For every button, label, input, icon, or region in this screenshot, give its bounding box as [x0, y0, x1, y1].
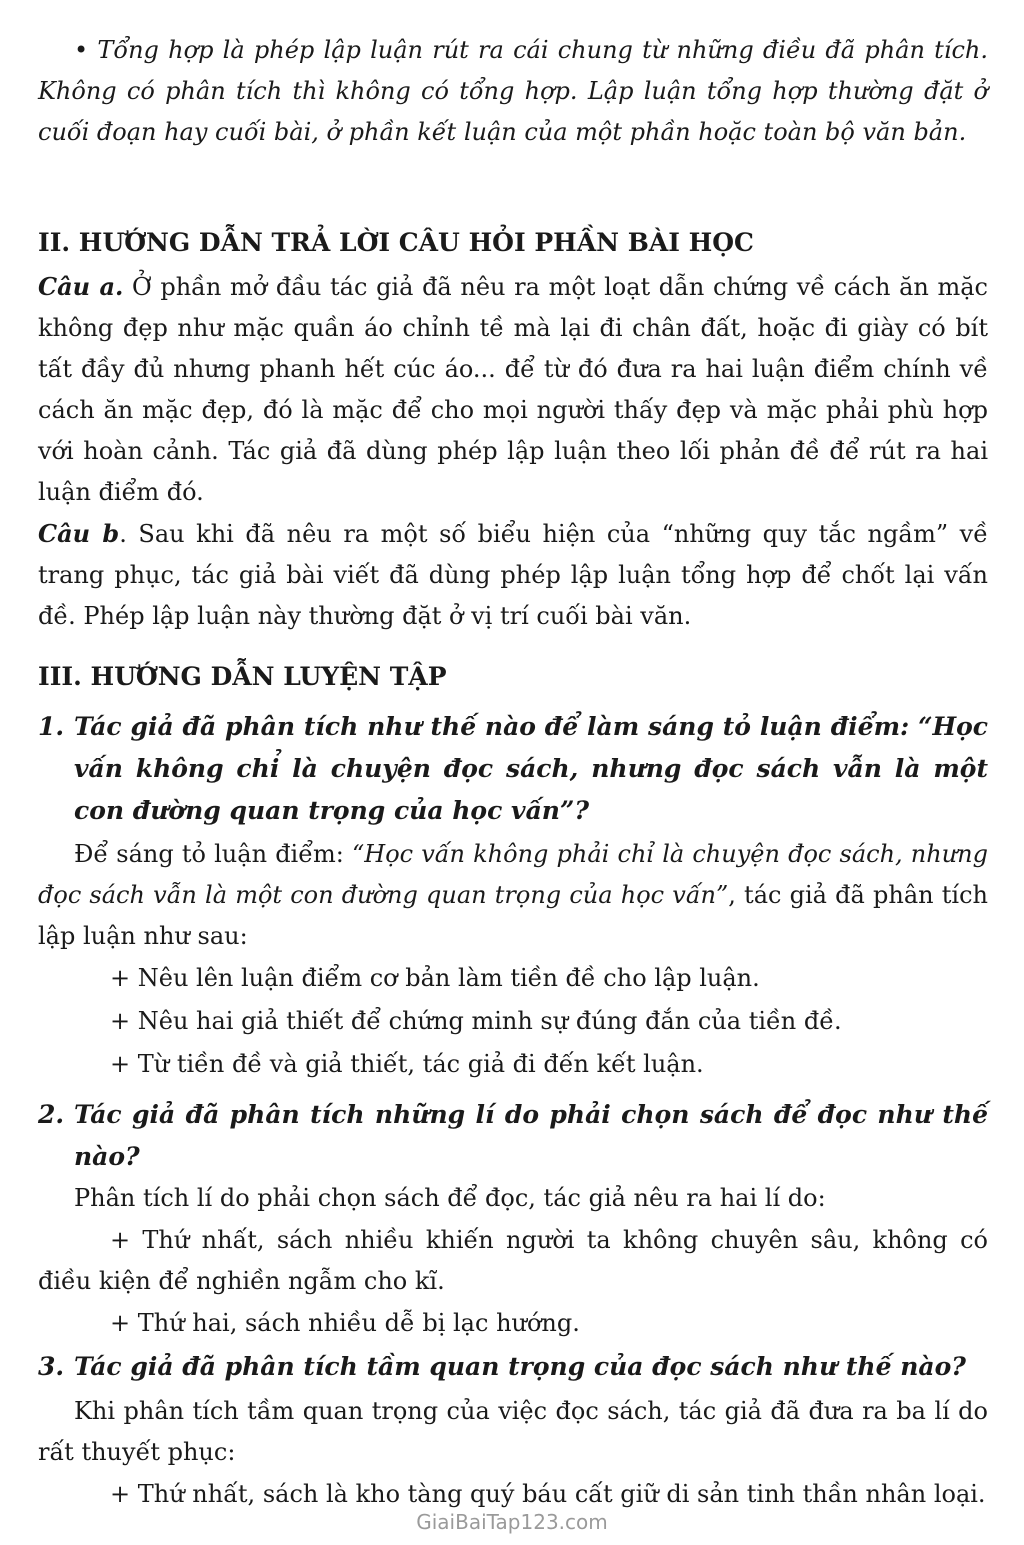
q1-answer-quote: “Học vấn không phải chỉ là chuyện đọc sách, nhưng đọc sách vẫn là một con đường quan trọng của học vấn”: [38, 840, 988, 909]
question-2-text: Tác giả đã phân tích những lí do phải chọn sách để đọc như thế nào?: [74, 1100, 988, 1171]
q1-answer-start: Để sáng tỏ luận điểm:: [74, 840, 352, 868]
answer-a-paragraph: [38, 266, 988, 513]
intro-paragraph: [38, 30, 988, 153]
intro-text: Tổng hợp là phép lập luận rút ra cái chung từ những điều đã phân tích. Không có phân tích thì không có tổng hợp. Lập luận tổng hợp thường đặt ở cuối đoạn hay cuối bài, ở phần kết luận của một phần hoặc toàn bộ văn bản.: [38, 36, 988, 146]
answer-b-paragraph: [38, 513, 988, 637]
q2-point-1: + Thứ nhất, sách nhiều khiến người ta không chuyên sâu, không có điều kiện để nghiền ngẫm cho kĩ.: [38, 1226, 988, 1295]
question-1-number: 1.: [38, 712, 65, 741]
q1-point-3: + Từ tiền đề và giả thiết, tác giả đi đến kết luận.: [110, 1050, 704, 1078]
answer-b-text: . Sau khi đã nêu ra một số biểu hiện của “những quy tắc ngầm” về trang phục, tác giả bài viết đã dùng phép lập luận tổng hợp để chốt lại vấn đề. Phép lập luận này thường đặt ở vị trí cuối bài văn.: [38, 520, 988, 630]
question-3: [38, 1346, 988, 1388]
q1-answer-end: , tác giả đã phân tích lập luận như sau:: [38, 881, 988, 950]
q1-point-1: + Nêu lên luận điểm cơ bản làm tiền đề cho lập luận.: [110, 964, 760, 992]
q3-point-1: + Thứ nhất, sách là kho tàng quý báu cất giữ di sản tinh thần nhân loại.: [110, 1480, 986, 1508]
question-2: [38, 1094, 988, 1178]
question-2-answer: Phân tích lí do phải chọn sách để đọc, tác giả nêu ra hai lí do:: [74, 1184, 826, 1212]
bullet-icon: •: [74, 36, 89, 64]
question-1-answer: [38, 834, 988, 957]
question-1: [38, 706, 988, 832]
question-3-answer: Khi phân tích tầm quan trọng của việc đọc sách, tác giả đã đưa ra ba lí do rất thuyết phục:: [38, 1397, 988, 1466]
watermark: GiaiBaiTap123.com: [416, 1510, 608, 1534]
question-1-text: Tác giả đã phân tích như thế nào để làm sáng tỏ luận điểm: “Học vấn không chỉ là chuyện đọc sách, nhưng đọc sách vẫn là một con đường quan trọng của học vấn”?: [74, 712, 988, 825]
question-2-number: 2.: [38, 1100, 65, 1129]
answer-a-label: Câu a.: [38, 272, 124, 301]
answer-b-label: Câu b: [38, 519, 120, 548]
question-3-number: 3.: [38, 1352, 65, 1381]
section2-heading: II. HƯỚNG DẪN TRẢ LỜI CÂU HỎI PHẦN BÀI HỌC: [38, 228, 754, 257]
q1-point-2: + Nêu hai giả thiết để chứng minh sự đúng đắn của tiền đề.: [110, 1007, 842, 1035]
answer-a-text: Ở phần mở đầu tác giả đã nêu ra một loạt dẫn chứng về cách ăn mặc không đẹp như mặc quần áo chỉnh tề mà lại đi chân đất, hoặc đi giày có bít tất đầy đủ nhưng phanh hết cúc áo... để từ đó đưa ra hai luận điểm chính về cách ăn mặc đẹp, đó là mặc để cho mọi người thấy đẹp và mặc phải phù hợp với hoàn cảnh. Tác giả đã dùng phép lập luận theo lối phản đề để rút ra hai luận điểm đó.: [38, 273, 988, 506]
question-3-text: Tác giả đã phân tích tầm quan trọng của đọc sách như thế nào?: [74, 1352, 966, 1381]
q2-point-2: + Thứ hai, sách nhiều dễ bị lạc hướng.: [110, 1309, 580, 1337]
section3-heading: III. HƯỚNG DẪN LUYỆN TẬP: [38, 662, 447, 691]
